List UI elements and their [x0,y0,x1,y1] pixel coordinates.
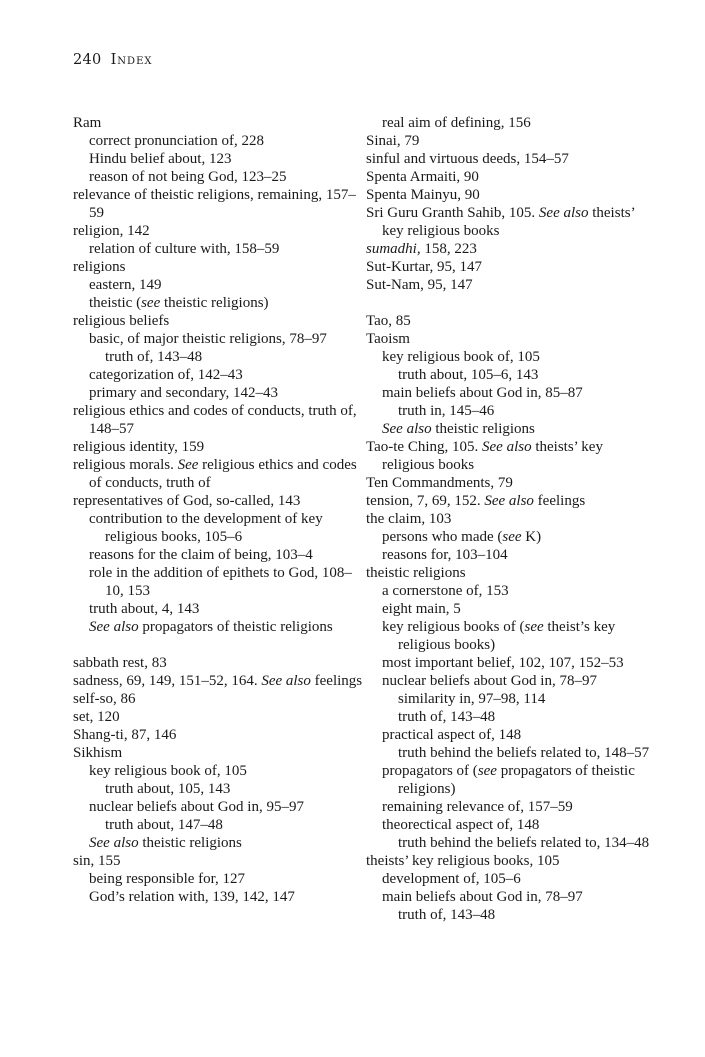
index-entry [73,708,363,726]
index-subentry [366,348,656,366]
entry-text: Sut-Nam, 95, 147 [366,277,473,293]
index-entry [366,564,656,582]
entry-text: key religious book of, 105 [382,349,540,365]
index-subentry [366,618,656,654]
entry-text: development of, 105–6 [382,871,521,887]
entry-text: real aim of defining, 156 [382,115,531,131]
entry-text: theist’s key religious books) [398,619,616,653]
index-subentry [366,798,656,816]
entry-text: See also [382,421,432,437]
index-entry [366,852,656,870]
entry-text: theists’ key religious books [382,439,603,473]
entry-text: similarity in, 97–98, 114 [398,691,546,707]
entry-text: representatives of God, so-called, 143 [73,493,301,509]
entry-text: sumadhi [366,241,417,257]
index-subentry [73,330,363,348]
entry-text: reason of not being God, 123–25 [89,169,287,185]
entry-text: nuclear beliefs about God in, 95–97 [89,799,304,815]
index-subentry [366,654,656,672]
index-subentry [366,366,656,384]
index-column-left [73,114,363,906]
index-subentry [73,384,363,402]
index-entry [73,222,363,240]
index-entry [73,654,363,672]
index-entry [366,276,656,294]
entry-text: religion, 142 [73,223,150,239]
entry-text: self-so, 86 [73,691,136,707]
entry-text: correct pronunciation of, 228 [89,133,264,149]
index-entry [366,510,656,528]
entry-text: Shang-ti, 87, 146 [73,727,177,743]
entry-text: truth in, 145–46 [398,403,495,419]
entry-text: truth of, 143–48 [398,709,496,725]
entry-text: reasons for, 103–104 [382,547,508,563]
entry-text: See also [89,619,139,635]
entry-text: remaining relevance of, 157–59 [382,799,573,815]
entry-text: role in the addition of epithets to God, 108–10, 153 [89,565,352,599]
entry-text: sadness, 69, 149, 151–52, 164. [73,673,262,689]
entry-text: theistic religions [431,421,535,437]
entry-text: Tao-te Ching, 105. [366,439,483,455]
entry-text: religious morals. [73,457,178,473]
entry-text: religious identity, 159 [73,439,205,455]
index-subentry [73,564,363,600]
entry-text: Sut-Kurtar, 95, 147 [366,259,483,275]
index-entry [366,312,656,330]
entry-text: See also [261,673,311,689]
index-entry [73,672,363,690]
index-entry [73,186,363,222]
index-subentry [73,600,363,618]
index-subentry [366,726,656,744]
running-header [73,52,153,68]
index-subentry [73,168,363,186]
index-subentry [73,366,363,384]
entry-text: truth of, 143–48 [398,907,496,923]
entry-text: tension, 7, 69, 152. [366,493,485,509]
entry-text: truth about, 147–48 [105,817,223,833]
entry-text: Spenta Mainyu, 90 [366,187,480,203]
entry-text: key religious books of ( [382,619,525,635]
index-subentry [73,618,363,636]
entry-text: Sri Guru Granth Sahib, 105. [366,205,539,221]
index-subentry [366,906,656,924]
section-gap [366,294,656,312]
entry-text: theists’ key religious books, 105 [366,853,560,869]
index-entry [73,690,363,708]
entry-text: sinful and virtuous deeds, 154–57 [366,151,569,167]
index-subentry [366,528,656,546]
entry-text: persons who made ( [382,529,503,545]
entry-text: Tao, 85 [366,313,411,329]
entry-text: sin, 155 [73,853,121,869]
index-subentry [366,744,656,762]
index-subentry [366,870,656,888]
index-entry [366,474,656,492]
entry-text: truth of, 143–48 [105,349,203,365]
index-subentry [366,708,656,726]
index-subentry [366,582,656,600]
index-entry [366,132,656,150]
entry-text: most important belief, 102, 107, 152–53 [382,655,624,671]
index-subentry [73,132,363,150]
index-subentry [366,690,656,708]
index-entry [73,312,363,330]
entry-text: propagators of theistic religions) [398,763,635,797]
entry-text: set, 120 [73,709,120,725]
entry-text: see [524,619,544,635]
index-subentry [73,870,363,888]
index-entry [73,438,363,456]
entry-text: religious ethics and codes of conducts, truth of, 148–57 [73,403,357,437]
index-entry [366,168,656,186]
page-number: 240 [73,52,102,68]
index-entry [73,258,363,276]
entry-text: theistic religions) [160,295,269,311]
entry-text: truth behind the beliefs related to, 148–57 [398,745,650,761]
entry-text: theistic ( [89,295,142,311]
index-subentry [73,780,363,798]
entry-text: main beliefs about God in, 78–97 [382,889,583,905]
entry-text: eastern, 149 [89,277,162,293]
index-entry [366,492,656,510]
entry-text: God’s relation with, 139, 142, 147 [89,889,295,905]
index-subentry [366,888,656,906]
index-subentry [73,294,363,312]
entry-text: K) [521,529,542,545]
entry-text: Sinai, 79 [366,133,420,149]
entry-text: Ram [73,115,102,131]
entry-text: theists’ key religious books [382,205,635,239]
entry-text: practical aspect of, 148 [382,727,522,743]
index-entry [366,240,656,258]
entry-text: truth about, 4, 143 [89,601,200,617]
index-subentry [366,816,656,834]
entry-text: sabbath rest, 83 [73,655,167,671]
entry-text: feelings [533,493,586,509]
entry-text: see [477,763,497,779]
entry-text: main beliefs about God in, 85–87 [382,385,583,401]
index-subentry [366,384,656,402]
entry-text: truth about, 105, 143 [105,781,231,797]
index-entry [73,744,363,762]
entry-text: propagators of ( [382,763,478,779]
entry-text: See [177,457,199,473]
section-gap [73,636,363,654]
entry-text: categorization of, 142–43 [89,367,243,383]
index-subentry [73,762,363,780]
entry-text: nuclear beliefs about God in, 78–97 [382,673,597,689]
index-entry [73,852,363,870]
index-subentry [73,150,363,168]
index-subentry [73,348,363,366]
entry-text: being responsible for, 127 [89,871,246,887]
index-subentry [73,276,363,294]
index-subentry [73,240,363,258]
entry-text: religions [73,259,126,275]
entry-text: a cornerstone of, 153 [382,583,509,599]
index-subentry [73,510,363,546]
entry-text: truth about, 105–6, 143 [398,367,539,383]
index-subentry [73,816,363,834]
entry-text: theistic religions [138,835,242,851]
index-subentry [73,888,363,906]
index-entry [73,456,363,492]
entry-text: theistic religions [366,565,466,581]
index-subentry [366,672,656,690]
entry-text: see [502,529,522,545]
entry-text: truth behind the beliefs related to, 134–48 [398,835,650,851]
index-subentry [73,546,363,564]
index-entry [366,186,656,204]
entry-text: propagators of theistic religions [138,619,333,635]
index-subentry [73,798,363,816]
index-subentry [366,114,656,132]
entry-text: Spenta Armaiti, 90 [366,169,479,185]
index-subentry [366,402,656,420]
index-entry [366,204,656,240]
entry-text: see [141,295,161,311]
index-entry [73,114,363,132]
index-subentry [366,420,656,438]
entry-text: religious ethics and codes of conducts, truth of [89,457,357,491]
entry-text: contribution to the development of key religious books, 105–6 [89,511,323,545]
index-subentry [366,546,656,564]
entry-text: relation of culture with, 158–59 [89,241,280,257]
entry-text: Ten Commandments, 79 [366,475,513,491]
running-title: Index [110,52,153,68]
entry-text: basic, of major theistic religions, 78–97 [89,331,327,347]
index-entry [366,150,656,168]
entry-text: theorectical aspect of, 148 [382,817,540,833]
entry-text: , 158, 223 [416,241,477,257]
index-subentry [366,600,656,618]
entry-text: reasons for the claim of being, 103–4 [89,547,313,563]
index-subentry [366,762,656,798]
entry-text: Sikhism [73,745,123,761]
index-column-right [366,114,656,924]
entry-text: relevance of theistic religions, remaining, 157–59 [73,187,356,221]
index-subentry [366,834,656,852]
entry-text: feelings [310,673,363,689]
index-entry [366,258,656,276]
index-entry [73,492,363,510]
entry-text: Hindu belief about, 123 [89,151,232,167]
entry-text: eight main, 5 [382,601,461,617]
entry-text: See also [538,205,589,221]
entry-text: See also [89,835,139,851]
entry-text: Taoism [366,331,410,347]
entry-text: the claim, 103 [366,511,452,527]
index-subentry [73,834,363,852]
index-entry [73,726,363,744]
entry-text: See also [482,439,532,455]
entry-text: See also [484,493,534,509]
index-entry [73,402,363,438]
entry-text: religious beliefs [73,313,170,329]
index-entry [366,330,656,348]
index-entry [366,438,656,474]
entry-text: primary and secondary, 142–43 [89,385,278,401]
entry-text: key religious book of, 105 [89,763,247,779]
